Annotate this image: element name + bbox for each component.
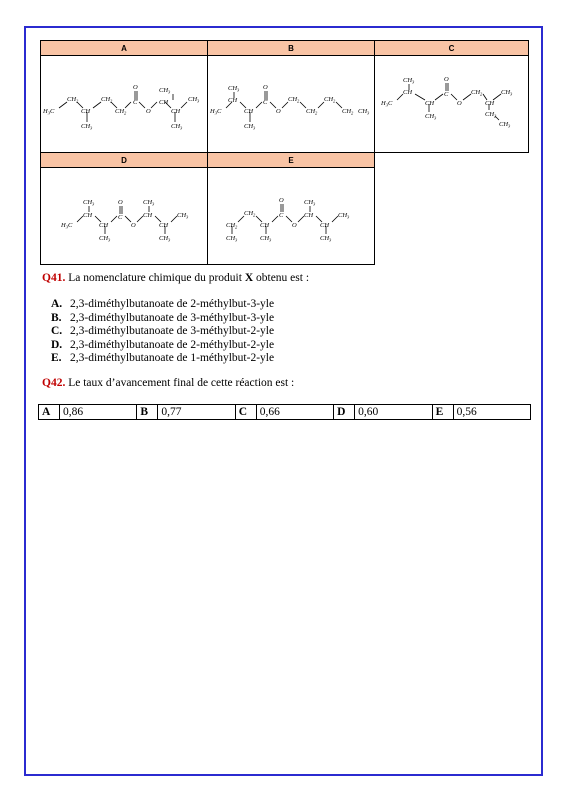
- svg-text:CH: CH: [403, 89, 413, 96]
- option-A[interactable]: [51, 298, 274, 312]
- svg-text:CH: CH: [228, 97, 238, 104]
- svg-text:CH3: $CH_3$: [81, 123, 93, 131]
- option-letter: A.: [51, 298, 63, 310]
- svg-text:CH2: $CH_2$: [115, 108, 127, 116]
- answer-letter-C: C: [235, 405, 256, 420]
- svg-text:CH2: $CH_2$: [67, 96, 79, 104]
- svg-text:CH3: $CH_3$: [159, 87, 171, 95]
- svg-text:C: C: [263, 99, 268, 106]
- molecule-D-structure: [41, 168, 207, 264]
- svg-text:CH3: $CH_3$: [358, 108, 370, 116]
- svg-text:O: O: [118, 199, 123, 206]
- option-letter: C.: [51, 325, 63, 338]
- answer-letter-A: A: [39, 405, 60, 420]
- svg-text:C: C: [133, 99, 138, 106]
- svg-text:CH2: $CH_2$: [101, 96, 113, 104]
- svg-text:CH2: $CH_2$: [471, 89, 483, 97]
- svg-text:CH: CH: [99, 222, 109, 229]
- molecule-C-structure: [375, 56, 528, 152]
- svg-text:CH3: $CH_3$: [403, 77, 415, 85]
- answer-value-C[interactable]: 0,66: [256, 405, 333, 420]
- question-42-number: Q42.: [42, 377, 66, 389]
- svg-text:C: C: [118, 214, 123, 221]
- svg-text:CH: CH: [304, 212, 314, 219]
- svg-text:O: O: [263, 84, 268, 91]
- molecule-E: [208, 168, 375, 265]
- svg-text:O: O: [279, 197, 284, 204]
- molecule-D: [41, 168, 208, 265]
- molecule-B: [208, 56, 375, 153]
- empty-cell: [375, 168, 529, 265]
- answer-letter-B: B: [137, 405, 158, 420]
- answer-value-B[interactable]: 0,77: [158, 405, 235, 420]
- svg-text:CH: CH: [260, 222, 270, 229]
- svg-text:CH3: $CH_3$: [171, 123, 183, 131]
- svg-text:CH3: $CH_3$: [499, 121, 511, 129]
- question-42-answers: [38, 404, 531, 420]
- option-B[interactable]: [51, 312, 274, 326]
- option-text: 2,3-diméthylbutanoate de 2-méthylbut-2-yle: [70, 338, 275, 351]
- molecule-C: [375, 56, 529, 153]
- svg-text:CH3: $CH_3$: [425, 113, 437, 121]
- svg-text:CH2: $CH_2$: [226, 222, 238, 230]
- svg-text:CH2: $CH_2$: [288, 96, 300, 104]
- header-E: E: [208, 153, 375, 168]
- answer-letter-D: D: [334, 405, 355, 420]
- svg-text:CH2: $CH_2$: [342, 108, 354, 116]
- svg-text:CH3: $CH_3$: [320, 235, 332, 243]
- svg-text:O: O: [444, 76, 449, 83]
- option-text: 2,3-diméthylbutanoate de 1-méthylbut-2-yle: [70, 352, 275, 365]
- answer-value-E[interactable]: 0,56: [453, 405, 530, 420]
- molecule-A: [41, 56, 208, 153]
- svg-text:CH: CH: [81, 108, 91, 115]
- svg-text:CH3: $CH_3$: [83, 199, 95, 207]
- question-41: [42, 272, 309, 284]
- answer-value-D[interactable]: 0,60: [355, 405, 432, 420]
- option-letter: D.: [51, 338, 63, 351]
- question-41-text: La nomenclature chimique du produit: [65, 272, 245, 284]
- answer-value-A[interactable]: 0,86: [60, 405, 137, 420]
- option-E[interactable]: [51, 352, 274, 366]
- svg-text:CH2: $CH_2$: [306, 108, 318, 116]
- svg-text:CH3: $CH_3$: [338, 212, 350, 220]
- option-letter: B.: [51, 311, 62, 324]
- question-42: [42, 377, 294, 389]
- svg-text:O: O: [146, 108, 151, 115]
- option-letter: E.: [51, 352, 62, 365]
- svg-text:CH3: $CH_3$: [501, 89, 513, 97]
- question-42-text: Le taux d’avancement final de cette réaction est :: [65, 377, 295, 389]
- molecule-table: [40, 40, 529, 265]
- question-41-options: [51, 298, 274, 366]
- option-text: 2,3-diméthylbutanoate de 3-méthylbut-3-yle: [70, 311, 275, 324]
- question-41-text-end: obtenu est :: [253, 272, 310, 284]
- answer-letter-E: E: [432, 405, 453, 420]
- option-text: 2,3-diméthylbutanoate de 2-méthylbut-3-yle: [70, 298, 275, 310]
- svg-text:CH2: $CH_2$: [324, 96, 336, 104]
- svg-text:CH3: $CH_3$: [159, 235, 171, 243]
- product-label: X: [244, 272, 254, 284]
- svg-text:H3C: $H_3C$: [381, 100, 393, 108]
- svg-text:O: O: [131, 222, 136, 229]
- svg-text:O: O: [133, 84, 138, 91]
- svg-text:C: C: [279, 212, 284, 219]
- svg-text:CH: CH: [171, 108, 181, 115]
- header-A: A: [41, 41, 208, 56]
- svg-text:CH: CH: [320, 222, 330, 229]
- header-B: B: [208, 41, 375, 56]
- svg-text:CH3: $CH_3$: [226, 235, 238, 243]
- header-C: C: [375, 41, 529, 56]
- svg-text:CH3: $CH_3$: [304, 199, 316, 207]
- svg-text:CH3: $CH_3$: [260, 235, 272, 243]
- svg-text:CH3: $CH_3$: [177, 212, 189, 220]
- svg-text:CH3: $CH_3$: [244, 123, 256, 131]
- svg-text:CH: CH: [83, 212, 93, 219]
- svg-text:CH: CH: [143, 212, 153, 219]
- option-D[interactable]: [51, 339, 274, 353]
- svg-text:C: C: [444, 91, 449, 98]
- svg-text:CH3: $CH_3$: [143, 199, 155, 207]
- molecule-B-structure: [208, 56, 374, 152]
- molecule-E-structure: [208, 168, 374, 264]
- molecule-A-structure: [41, 56, 207, 152]
- svg-text:CH: CH: [244, 108, 254, 115]
- svg-text:H3C: $H_3C$: [210, 108, 222, 116]
- svg-text:CH: CH: [159, 99, 169, 106]
- svg-text:O: O: [457, 100, 462, 107]
- svg-text:CH: CH: [425, 100, 435, 107]
- svg-text:CH3: $CH_3$: [99, 235, 111, 243]
- svg-text:CH: CH: [485, 100, 495, 107]
- empty-cell: [375, 153, 529, 168]
- svg-text:H3C: $H_3C$: [43, 108, 55, 116]
- svg-text:CH: CH: [159, 222, 169, 229]
- header-D: D: [41, 153, 208, 168]
- svg-text:CH3: $CH_3$: [228, 85, 240, 93]
- svg-text:CH3: $CH_3$: [188, 96, 200, 104]
- svg-text:O: O: [276, 108, 281, 115]
- svg-text:CH2: $CH_2$: [244, 210, 256, 218]
- option-C[interactable]: [51, 325, 274, 339]
- svg-text:H3C: $H_3C$: [61, 222, 73, 230]
- svg-text:CH2: $CH_2$: [485, 111, 497, 119]
- svg-text:O: O: [292, 222, 297, 229]
- question-41-number: Q41.: [42, 272, 66, 284]
- option-text: 2,3-diméthylbutanoate de 3-méthylbut-2-yle: [70, 325, 275, 338]
